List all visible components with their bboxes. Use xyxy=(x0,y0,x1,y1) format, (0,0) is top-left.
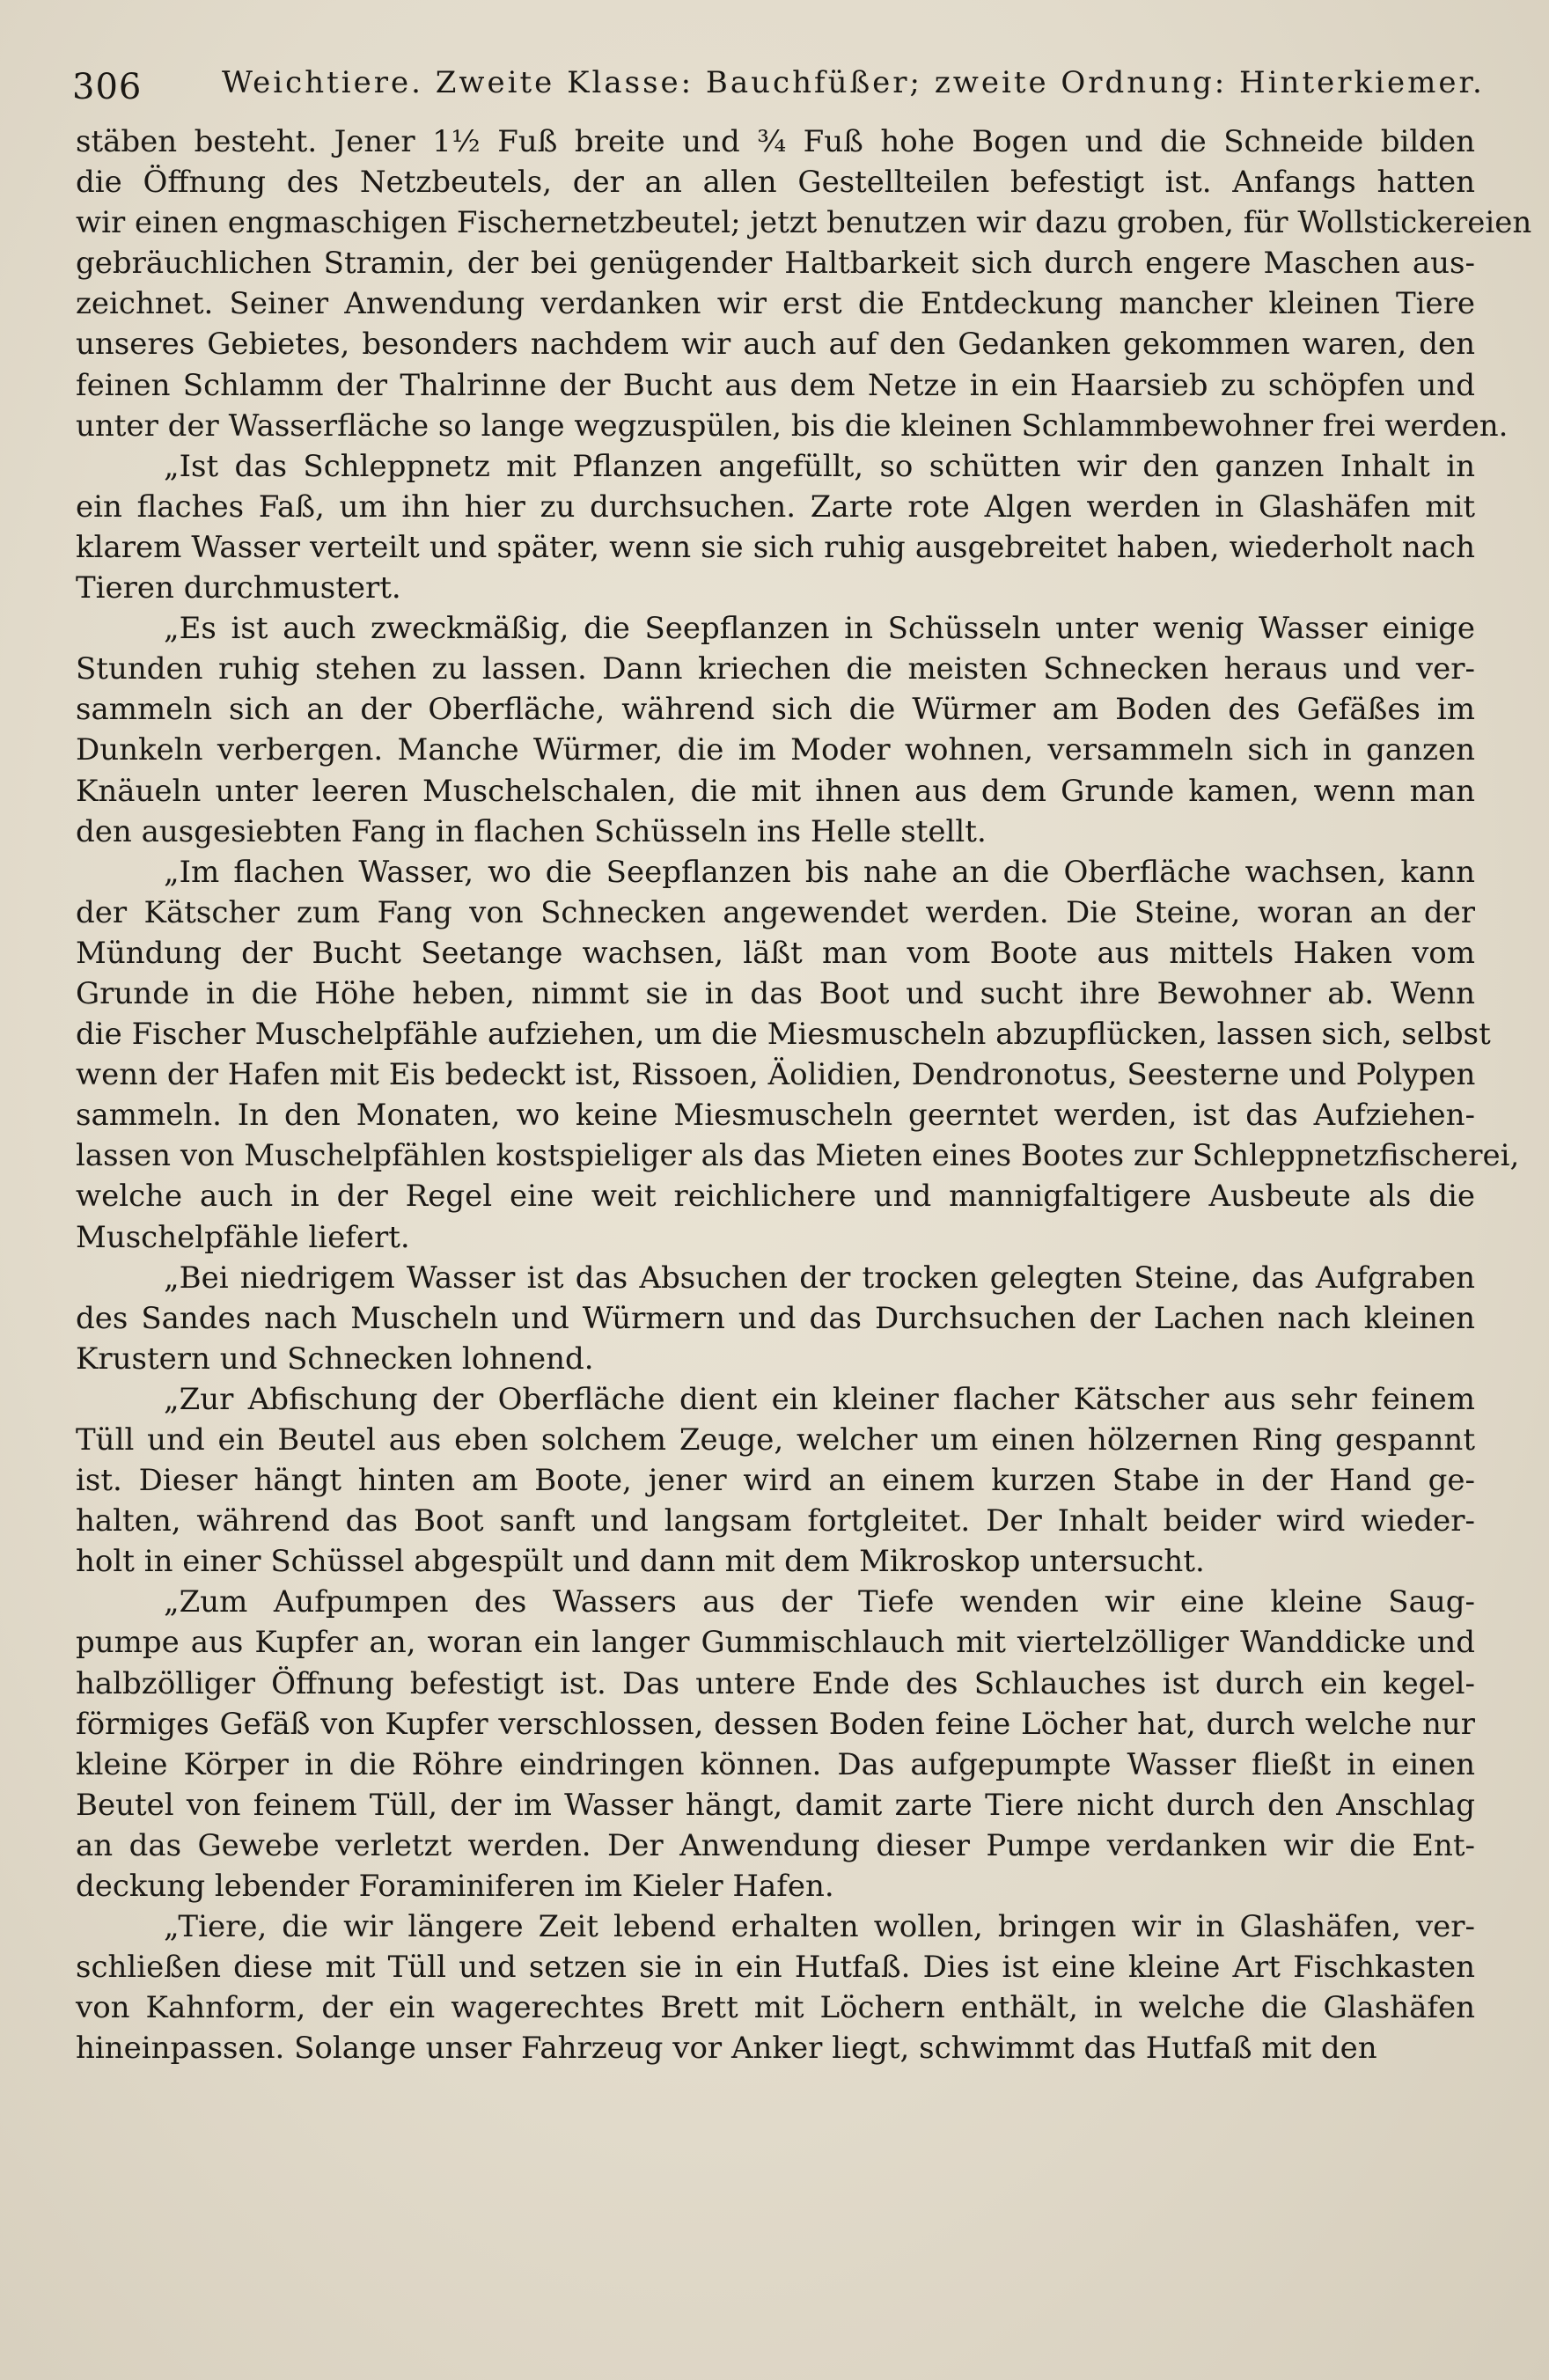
page-number: 306 xyxy=(72,67,143,107)
text-line: von Kahnform, der ein wagerechtes Brett mit Löchern enthält, in welche die Glashäfen xyxy=(76,1990,1475,2026)
text-line: feinen Schlamm der Thalrinne der Bucht aus dem Netze in ein Haarsieb zu schöpfen und xyxy=(76,367,1475,403)
text-line: Stunden ruhig stehen zu lassen. Dann kriechen die meisten Schnecken heraus und ver- xyxy=(76,651,1475,687)
page-header xyxy=(72,58,1485,120)
text-line: der Kätscher zum Fang von Schnecken angewendet werden. Die Steine, woran an der xyxy=(76,894,1475,930)
text-line: Dunkeln verbergen. Manche Würmer, die im Moder wohnen, versammeln sich in ganzen xyxy=(76,732,1475,768)
text-line: holt in einer Schüssel abgespült und dann mit dem Mikroskop untersucht. xyxy=(76,1544,1205,1580)
paragraph xyxy=(76,1582,1475,1906)
text-line: welche auch in der Regel eine weit reichlichere und mannigfaltigere Ausbeute als die xyxy=(76,1179,1475,1215)
text-line: kleine Körper in die Röhre eindringen können. Das aufgepumpte Wasser fließt in einen xyxy=(76,1746,1475,1782)
text-line: an das Gewebe verletzt werden. Der Anwendung dieser Pumpe verdanken wir die Ent- xyxy=(76,1827,1475,1863)
text-line: wenn der Hafen mit Eis bedeckt ist, Rissoen, Äolidien, Dendronotus, Seesterne und Polypen xyxy=(76,1057,1476,1093)
text-line: „Bei niedrigem Wasser ist das Absuchen der trocken gelegten Steine, das Aufgraben xyxy=(164,1260,1475,1296)
text-line: schließen diese mit Tüll und setzen sie in ein Hutfaß. Dies ist eine kleine Art Fischkasten xyxy=(76,1950,1475,1986)
text-line: stäben besteht. Jener 1½ Fuß breite und ¾ Fuß hohe Bogen und die Schneide bilden xyxy=(76,124,1475,159)
text-line: Muschelpfähle liefert. xyxy=(76,1219,410,1255)
text-line: ein flaches Faß, um ihn hier zu durchsuchen. Zarte rote Algen werden in Glashäfen mit xyxy=(76,488,1475,525)
text-line: förmiges Gefäß von Kupfer verschlossen, dessen Boden feine Löcher hat, durch welche nur xyxy=(76,1706,1475,1742)
text-line: klarem Wasser verteilt und später, wenn sie sich ruhig ausgebreitet haben, wiederholt nach xyxy=(76,529,1475,565)
paragraph xyxy=(76,852,1520,1258)
text-line: Tieren durchmustert. xyxy=(76,570,401,606)
paragraph xyxy=(76,1258,1475,1379)
text-line: halbzölliger Öffnung befestigt ist. Das untere Ende des Schlauches ist durch ein kegel- xyxy=(76,1665,1475,1701)
text-line: „Es ist auch zweckmäßig, die Seepflanzen in Schüsseln unter wenig Wasser einige xyxy=(164,611,1475,647)
text-line: „Ist das Schleppnetz mit Pflanzen angefüllt, so schütten wir den ganzen Inhalt in xyxy=(164,448,1475,484)
text-line: Krustern und Schnecken lohnend. xyxy=(76,1341,594,1377)
text-line: des Sandes nach Muscheln und Würmern und das Durchsuchen der Lachen nach kleinen xyxy=(76,1300,1475,1336)
text-line: die Fischer Muschelpfähle aufziehen, um die Miesmuscheln abzupflücken, lassen sich, selbst xyxy=(76,1017,1491,1053)
text-line: ist. Dieser hängt hinten am Boote, jener wird an einem kurzen Stabe in der Hand ge- xyxy=(76,1463,1475,1499)
text-line: pumpe aus Kupfer an, woran ein langer Gummischlauch mit viertelzölliger Wanddicke und xyxy=(76,1625,1475,1661)
text-line: sammeln sich an der Oberfläche, während sich die Würmer am Boden des Gefäßes im xyxy=(76,692,1475,728)
text-line: Knäueln unter leeren Muschelschalen, die mit ihnen aus dem Grunde kamen, wenn man xyxy=(76,773,1475,809)
text-line: „Im flachen Wasser, wo die Seepflanzen bis nahe an die Oberfläche wachsen, kann xyxy=(164,854,1475,890)
text-line: halten, während das Boot sanft und langsam fortgleitet. Der Inhalt beider wird wieder- xyxy=(76,1503,1475,1539)
text-line: gebräuchlichen Stramin, der bei genügender Haltbarkeit sich durch engere Maschen aus- xyxy=(76,246,1475,282)
text-line: deckung lebender Foraminiferen im Kieler Hafen. xyxy=(76,1869,834,1905)
text-line: die Öffnung des Netzbeutels, der an allen Gestellteilen befestigt ist. Anfangs hatten xyxy=(76,165,1475,201)
text-line: sammeln. In den Monaten, wo keine Miesmuscheln geerntet werden, ist das Aufziehen- xyxy=(76,1098,1475,1134)
paragraph xyxy=(76,1906,1475,2068)
paragraph xyxy=(76,121,1532,446)
body-text xyxy=(76,121,1532,2069)
text-line: zeichnet. Seiner Anwendung verdanken wir erst die Entdeckung mancher kleinen Tiere xyxy=(76,286,1475,322)
text-line: Beutel von feinem Tüll, der im Wasser hängt, damit zarte Tiere nicht durch den Anschlag xyxy=(76,1787,1475,1823)
running-head: Weichtiere. Zweite Klasse: Bauchfüßer; zweite Ordnung: Hinterkiemer. xyxy=(222,65,1485,100)
text-line: wir einen engmaschigen Fischernetzbeutel; jetzt benutzen wir dazu groben, für Wollstickereien xyxy=(76,205,1532,241)
text-line: „Tiere, die wir längere Zeit lebend erhalten wollen, bringen wir in Glashäfen, ver- xyxy=(164,1909,1475,1945)
text-line: Grunde in die Höhe heben, nimmt sie in das Boot und sucht ihre Bewohner ab. Wenn xyxy=(76,975,1475,1011)
paragraph xyxy=(76,446,1475,608)
text-line: Tüll und ein Beutel aus eben solchem Zeuge, welcher um einen hölzernen Ring gespannt xyxy=(76,1422,1475,1458)
text-line: unseres Gebietes, besonders nachdem wir auch auf den Gedanken gekommen waren, den xyxy=(76,327,1475,363)
text-line: „Zum Aufpumpen des Wassers aus der Tiefe wenden wir eine kleine Saug- xyxy=(164,1584,1475,1620)
text-line: den ausgesiebten Fang in flachen Schüsseln ins Helle stellt. xyxy=(76,813,987,849)
paragraph xyxy=(76,608,1475,852)
paragraph xyxy=(76,1379,1475,1582)
text-line: lassen von Muschelpfählen kostspieliger als das Mieten eines Bootes zur Schleppnetzfischerei, xyxy=(76,1138,1520,1174)
text-line: Mündung der Bucht Seetange wachsen, läßt man vom Boote aus mittels Haken vom xyxy=(76,935,1475,971)
text-line: „Zur Abfischung der Oberfläche dient ein kleiner flacher Kätscher aus sehr feinem xyxy=(164,1381,1475,1417)
text-line: hineinpassen. Solange unser Fahrzeug vor Anker liegt, schwimmt das Hutfaß mit den xyxy=(76,2031,1377,2067)
text-line: unter der Wasserfläche so lange wegzuspülen, bis die kleinen Schlammbewohner frei werden. xyxy=(76,408,1509,444)
